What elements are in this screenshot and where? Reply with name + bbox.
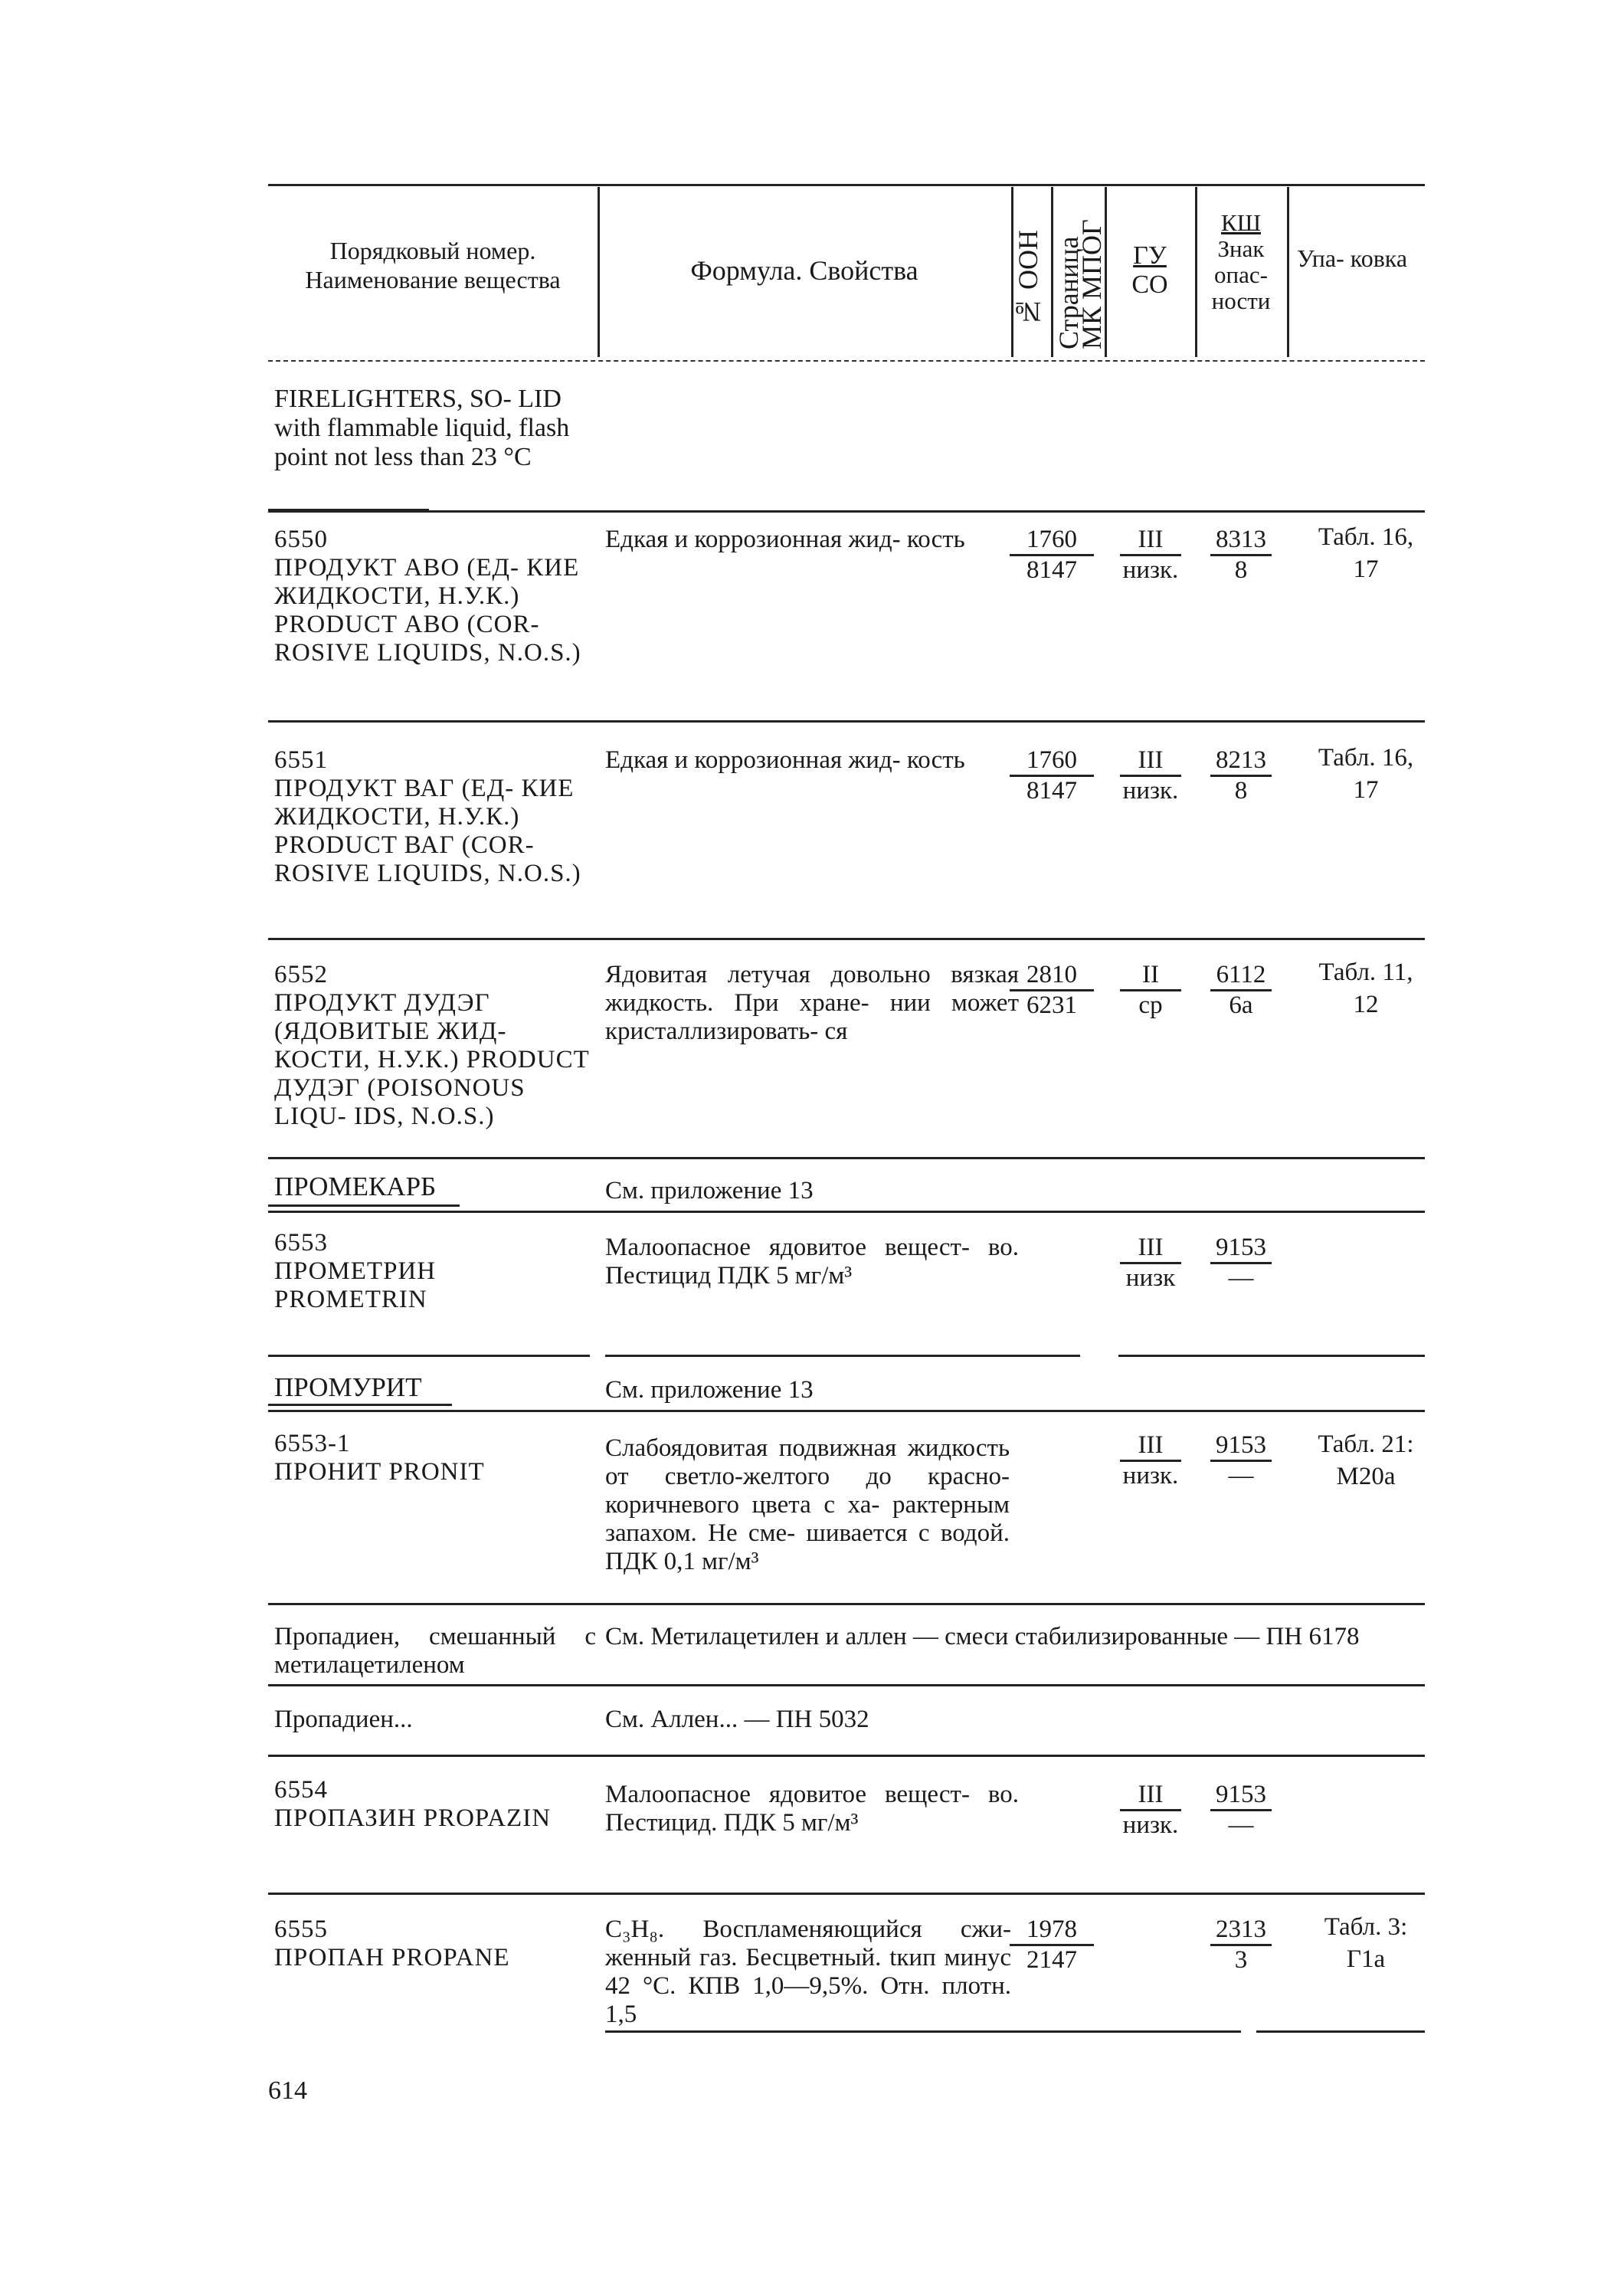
- ksh-sign-fraction: $\frac{8213}{8}$: [1210, 746, 1272, 805]
- substance-name: ПРОМУРИТ: [274, 1372, 422, 1402]
- un-number-fraction: $\frac{2810}{6231}$: [1010, 961, 1094, 1020]
- substance-entry: 6554 ПРОПАЗИН PROPAZIN: [274, 1776, 552, 1832]
- packaging-cell: Табл. 16, 17: [1318, 523, 1414, 583]
- row-separator: [268, 1603, 1425, 1605]
- substance-name: ПРОМЕКАРБ: [274, 1172, 437, 1201]
- substance-entry: 6550 ПРОДУКТ АВО (ЕД- КИЕ ЖИДКОСТИ, Н.У.К.) PRODUCT АВО (COR- ROSIVE LIQUIDS, N.O.S.): [274, 526, 581, 667]
- cross-reference: См. Аллен... — ПН 5032: [605, 1706, 869, 1733]
- row-separator: [268, 1893, 1425, 1895]
- substance-description: Малоопасное ядовитое вещест- во. Пестицид. ПДК 5 мг/м³: [605, 1781, 1019, 1837]
- header-divider: [598, 187, 600, 357]
- substance-entry: 6553-1 ПРОНИТ PRONIT: [274, 1430, 485, 1486]
- row-separator: [268, 1410, 1425, 1412]
- header-top-rule: [268, 184, 1425, 186]
- substance-entry: 6551 ПРОДУКТ ВАГ (ЕД- КИЕ ЖИДКОСТИ, Н.У.К.) PRODUCT ВАГ (COR- ROSIVE LIQUIDS, N.O.S.): [274, 746, 581, 887]
- ksh-sign-fraction: 9153 —: [1210, 1431, 1272, 1490]
- substance-name: Пропадиен, смешанный с метилацетиленом: [274, 1623, 596, 1679]
- ksh-sign-fraction: 9153 —: [1210, 1234, 1272, 1293]
- substance-description: Слабоядовитая подвижная жидкость от светло-желтого до красно-коричневого цвета с ха- рактерным запахом. Не сме- шивается с водой. ПДК 0,1 мг/м³: [605, 1434, 1010, 1575]
- row-rule: [268, 1355, 590, 1357]
- cross-reference: См. Метилацетилен и аллен — смеси стабилизированные — ПН 6178: [605, 1623, 1360, 1650]
- header-un-number: № ООН: [1013, 230, 1043, 327]
- substance-description: Едкая и коррозионная жид- кость: [605, 526, 965, 553]
- packaging-cell: Табл. 3: Г1а: [1324, 1913, 1408, 1973]
- header-gu-co: ГУ СО: [1131, 241, 1168, 299]
- substance-entry: 6555 ПРОПАН PROPANE: [274, 1916, 510, 1971]
- substance-description: C₃H₈. Воспламеняющийся сжи- женный газ. Бесцветный. tкип минус 42 °C. КПВ 1,0—9,5%. Отн. плотн. 1,5: [605, 1916, 1011, 2028]
- row-separator: [268, 1684, 1425, 1686]
- row-separator: [268, 938, 1425, 940]
- header-mk-page: Страница МК МПОГ: [1053, 219, 1107, 349]
- row-rule: [605, 2030, 1241, 2033]
- substance-description: Малоопасное ядовитое вещест- во. Пестицид ПДК 5 мг/м³: [605, 1234, 1019, 1290]
- packaging-cell: Табл. 11, 12: [1318, 959, 1413, 1018]
- row-rule: [268, 1404, 452, 1406]
- cross-reference: См. приложение 13: [605, 1376, 814, 1404]
- row-separator: [268, 1211, 1425, 1213]
- substance-name: Пропадиен...: [274, 1706, 413, 1733]
- row-separator: [268, 720, 1425, 723]
- substance-name: FIRELIGHTERS, SO- LID with flammable liquid, flash point not less than 23 °C: [274, 385, 570, 471]
- packaging-cell: Табл. 21: М20а: [1318, 1431, 1414, 1490]
- gu-co-fraction: III низк.: [1120, 526, 1181, 585]
- row-separator: [268, 1755, 1425, 1757]
- gu-co-fraction: II ср: [1120, 961, 1181, 1020]
- ksh-sign-fraction: $\frac{8313}{8}$: [1210, 526, 1272, 585]
- gu-co-fraction: III низк.: [1120, 1431, 1181, 1490]
- header-name-column: Порядковый номер. Наименование вещества: [305, 237, 561, 293]
- header-ksh-sign: КШ Знак опас- ности: [1211, 209, 1271, 314]
- row-separator: [268, 510, 1425, 513]
- gu-co-fraction: III низк.: [1120, 1781, 1181, 1840]
- cross-reference: См. приложение 13: [605, 1177, 814, 1204]
- row-rule: [268, 1204, 460, 1207]
- header-divider: [1287, 187, 1289, 357]
- gu-co-fraction: III низк: [1120, 1234, 1181, 1293]
- ksh-sign-fraction: 6112 6а: [1210, 961, 1272, 1020]
- row-rule: [605, 1355, 1080, 1357]
- header-packaging-column: Упа- ковка: [1296, 244, 1408, 272]
- row-rule: [1256, 2030, 1425, 2033]
- header-bottom-rule: [268, 360, 1425, 362]
- substance-description: Едкая и коррозионная жид- кость: [605, 746, 965, 774]
- un-number-fraction: $\frac{1760}{8147}$: [1010, 746, 1094, 805]
- page-number: 614: [268, 2076, 307, 2105]
- substance-entry: 6552 ПРОДУКТ ДУДЭГ (ЯДОВИТЫЕ ЖИД- КОСТИ, Н.У.К.) PRODUCT ДУДЭГ (POISONOUS LIQU- IDS, N.O.S.): [274, 961, 590, 1130]
- gu-co-fraction: III низк.: [1120, 746, 1181, 805]
- substance-description: Ядовитая летучая довольно вязкая жидкость. При хране- нии может кристаллизировать- ся: [605, 961, 1019, 1045]
- header-formula-column: Формула. Свойства: [690, 255, 918, 286]
- packaging-cell: Табл. 16, 17: [1318, 744, 1414, 804]
- ksh-sign-fraction: $\frac{2313}{3}$: [1210, 1916, 1272, 1975]
- row-rule: [1118, 1355, 1425, 1357]
- substance-entry: 6553 ПРОМЕТРИН PROMETRIN: [274, 1229, 437, 1313]
- un-number-fraction: $\frac{1978}{2147}$: [1010, 1916, 1094, 1975]
- ksh-sign-fraction: 9153 —: [1210, 1781, 1272, 1840]
- row-separator: [268, 1157, 1425, 1159]
- un-number-fraction: $\frac{1760}{8147}$: [1010, 526, 1094, 585]
